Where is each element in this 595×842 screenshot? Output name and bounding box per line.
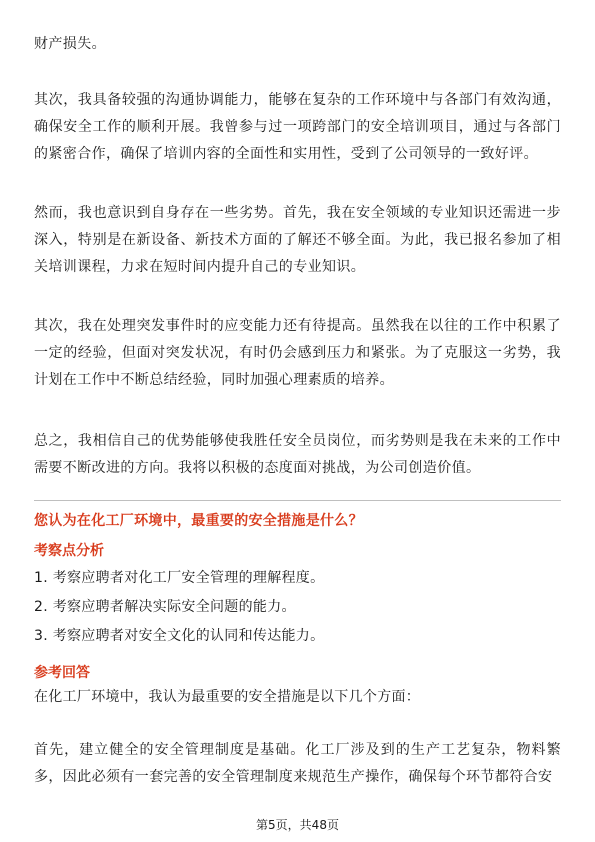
answer-paragraph: 首先，建立健全的安全管理制度是基础。化工厂涉及到的生产工艺复杂，物料繁多，因此必须有一套完善的安全管理制度来规范生产操作，确保每个环节都符合安 bbox=[34, 742, 561, 785]
paragraph-weakness-response: 其次，我在处理突发事件时的应变能力还有待提高。虽然我在以往的工作中积累了一定的经验，但面对突发状况，有时仍会感到压力和紧张。为了克服这一劣势，我计划在工作中不断总结经验，同时加强心理素质的培养。 bbox=[34, 318, 561, 388]
question-title: 您认为在化工厂环境中，最重要的安全措施是什么？ bbox=[34, 513, 363, 529]
answer-intro: 在化工厂环境中，我认为最重要的安全措施是以下几个方面： bbox=[34, 689, 421, 705]
analysis-item: 3. 考察应聘者对安全文化的认同和传达能力。 bbox=[34, 628, 325, 644]
answer-heading: 参考回答 bbox=[34, 665, 90, 681]
paragraph-communication: 其次，我具备较强的沟通协调能力，能够在复杂的工作环境中与各部门有效沟通，确保安全工作的顺利开展。我曾参与过一项跨部门的安全培训项目，通过与各部门的紧密合作，确保了培训内容的全面性和实用性，受到了公司领导的一致好评。 bbox=[34, 92, 561, 162]
analysis-item: 2. 考察应聘者解决实际安全问题的能力。 bbox=[34, 599, 296, 615]
paragraph-weakness-knowledge: 然而，我也意识到自身存在一些劣势。首先，我在安全领域的专业知识还需进一步深入，特别是在新设备、新技术方面的了解还不够全面。为此，我已报名参加了相关培训课程，力求在短时间内提升自己的专业知识。 bbox=[34, 205, 561, 275]
analysis-heading: 考察点分析 bbox=[34, 543, 104, 559]
section-divider bbox=[34, 500, 561, 501]
analysis-item: 1. 考察应聘者对化工厂安全管理的理解程度。 bbox=[34, 570, 325, 586]
page-number: 第5页，共48页 bbox=[256, 818, 339, 832]
paragraph-carryover: 财产损失。 bbox=[34, 36, 106, 52]
paragraph-summary: 总之，我相信自己的优势能够使我胜任安全员岗位，而劣势则是我在未来的工作中需要不断改进的方向。我将以积极的态度面对挑战，为公司创造价值。 bbox=[34, 433, 561, 476]
